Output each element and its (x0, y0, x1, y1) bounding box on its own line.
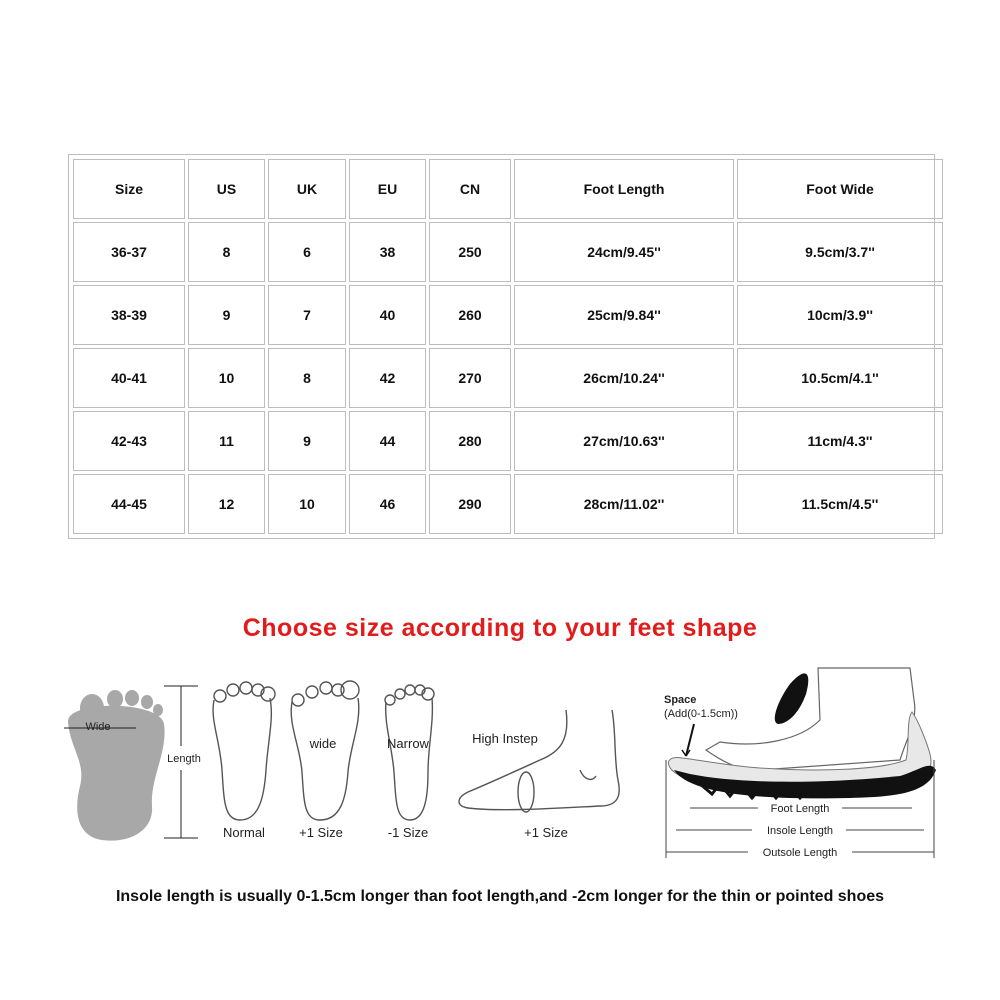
table-cell: 10 (268, 474, 346, 534)
table-cell: 9 (188, 285, 265, 345)
space-add-label: (Add(0-1.5cm)) (664, 708, 738, 720)
table-cell: 10cm/3.9'' (737, 285, 943, 345)
table-cell: 44-45 (73, 474, 185, 534)
table-cell: 46 (349, 474, 426, 534)
high-instep-label: High Instep (472, 731, 538, 746)
high-instep-foot-icon (459, 710, 619, 812)
table-cell: 11 (188, 411, 265, 471)
table-cell: 9.5cm/3.7'' (737, 222, 943, 282)
table-cell: 38 (349, 222, 426, 282)
narrow-foot-icon (385, 685, 434, 820)
table-cell: 9 (268, 411, 346, 471)
table-cell: 36-37 (73, 222, 185, 282)
shoe-cross-section-icon (668, 668, 936, 798)
table-cell: 250 (429, 222, 511, 282)
table-cell: 40 (349, 285, 426, 345)
table-cell: 26cm/10.24'' (514, 348, 734, 408)
outsole-length-label: Outsole Length (762, 847, 838, 859)
table-cell: 290 (429, 474, 511, 534)
table-cell: 280 (429, 411, 511, 471)
table-cell: 11cm/4.3'' (737, 411, 943, 471)
table-cell: 270 (429, 348, 511, 408)
header-cn: CN (429, 159, 511, 219)
instep-size-label: +1 Size (524, 825, 568, 840)
insole-footnote: Insole length is usually 0-1.5cm longer than foot length,and -2cm longer for the thin or pointed shoes (115, 888, 885, 905)
table-cell: 44 (349, 411, 426, 471)
insole-length-label: Insole Length (766, 825, 834, 837)
table-cell: 8 (188, 222, 265, 282)
header-eu: EU (349, 159, 426, 219)
header-us: US (188, 159, 265, 219)
table-cell: 40-41 (73, 348, 185, 408)
table-cell: 11.5cm/4.5'' (737, 474, 943, 534)
wide-label: Wide (85, 721, 111, 733)
foot-measurement-diagram (0, 660, 1000, 880)
foot-length-label: Foot Length (770, 803, 830, 815)
table-cell: 42 (349, 348, 426, 408)
table-cell: 6 (268, 222, 346, 282)
table-cell: 7 (268, 285, 346, 345)
table-cell: 10.5cm/4.1'' (737, 348, 943, 408)
footprint-icon (68, 690, 165, 841)
header-foot-wide: Foot Wide (737, 159, 943, 219)
table-cell: 42-43 (73, 411, 185, 471)
table-cell: 10 (188, 348, 265, 408)
header-uk: UK (268, 159, 346, 219)
table-cell: 12 (188, 474, 265, 534)
table-cell: 25cm/9.84'' (514, 285, 734, 345)
wide-foot-label: wide (309, 736, 337, 751)
header-size: Size (73, 159, 185, 219)
space-label: Space (664, 694, 697, 706)
table-cell: 24cm/9.45'' (514, 222, 734, 282)
normal-foot-icon (213, 682, 275, 820)
normal-label: Normal (223, 825, 265, 840)
table-cell: 260 (429, 285, 511, 345)
header-foot-length: Foot Length (514, 159, 734, 219)
narrow-label: Narrow (387, 736, 429, 751)
minus1-label: -1 Size (387, 825, 429, 840)
table-cell: 28cm/11.02'' (514, 474, 734, 534)
length-label: Length (167, 753, 201, 765)
table-cell: 8 (268, 348, 346, 408)
size-chart-grid (73, 159, 930, 534)
table-cell: 27cm/10.63'' (514, 411, 734, 471)
table-cell: 38-39 (73, 285, 185, 345)
size-guide-headline: Choose size according to your feet shape (242, 614, 758, 642)
plus1-label: +1 Size (299, 825, 343, 840)
size-chart-table (68, 154, 935, 539)
